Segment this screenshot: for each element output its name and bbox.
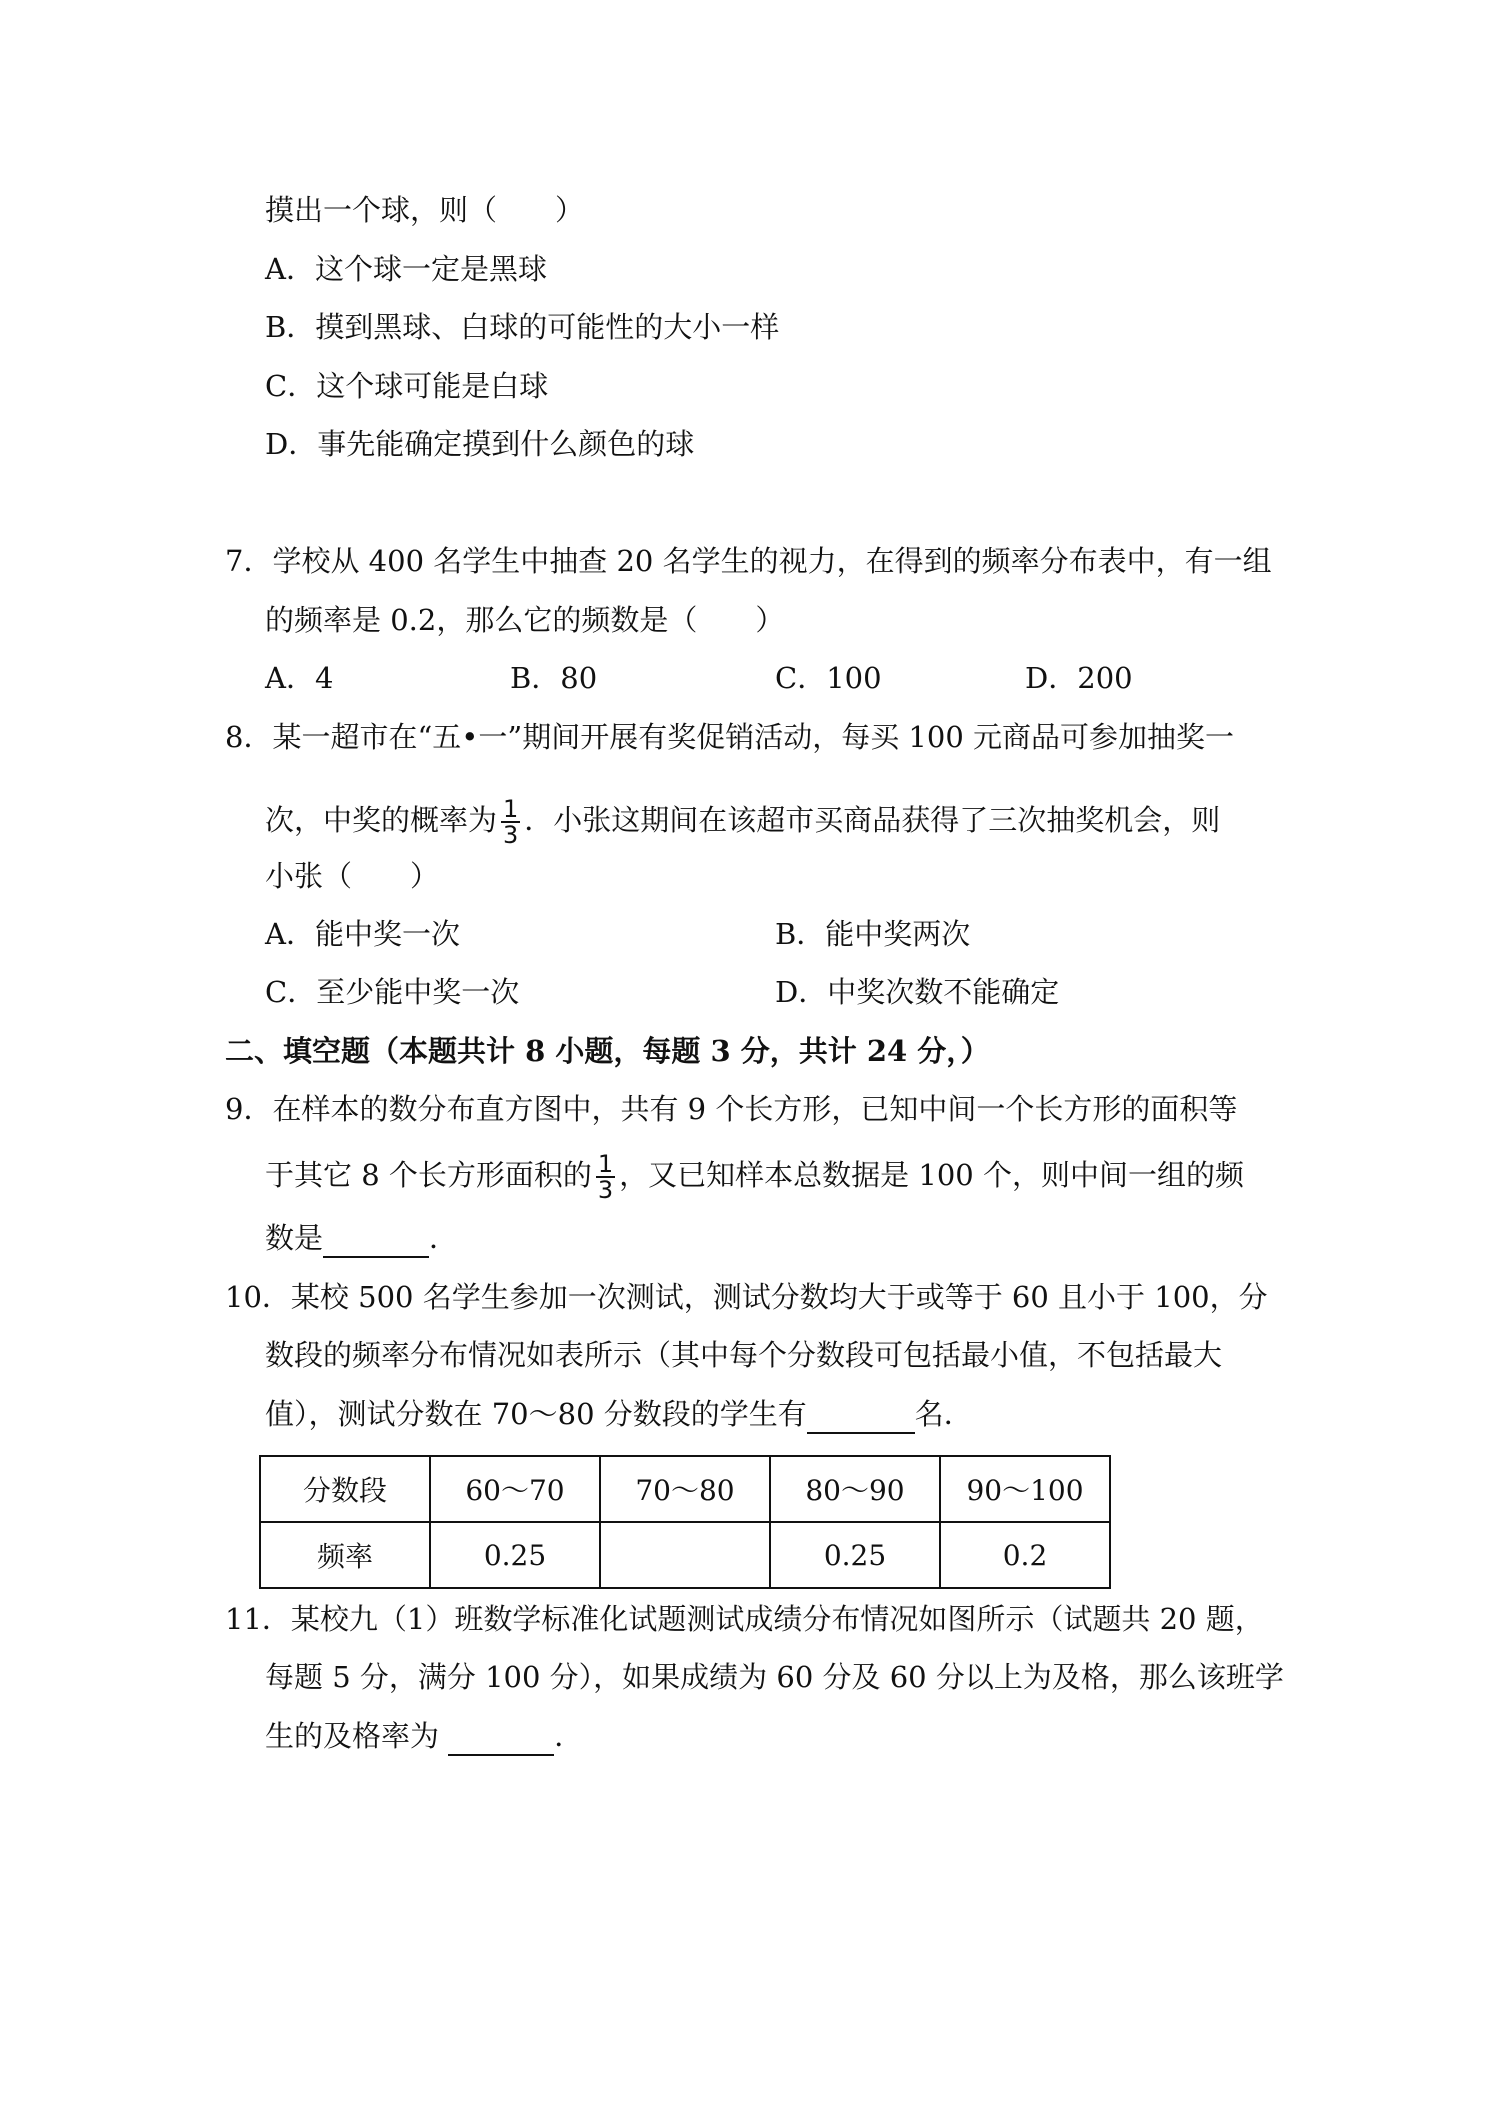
q8-line2-pre: 次，中奖的概率为	[265, 803, 498, 837]
q9-fraction	[596, 1152, 615, 1202]
q6-option-d: D．事先能确定摸到什么颜色的球	[265, 427, 695, 461]
q6-option-b: B．摸到黑球、白球的可能性的大小一样	[265, 310, 780, 344]
table-cell: 0.25	[770, 1522, 940, 1588]
q11-answer-blank[interactable]	[448, 1724, 554, 1756]
q10-line3-post: 名．	[914, 1397, 973, 1431]
q10-stem-line1: 10．某校 500 名学生参加一次测试，测试分数均大于或等于 60 且小于 100，分	[225, 1280, 1268, 1314]
q9-line3-pre: 数是	[265, 1221, 324, 1255]
table-cell: 80～90	[770, 1456, 940, 1522]
q7-option-d: D．200	[1025, 661, 1133, 695]
q9-stem-line1: 9．在样本的数分布直方图中，共有 9 个长方形，已知中间一个长方形的面积等	[225, 1092, 1238, 1126]
q11-stem-line2: 每题 5 分，满分 100 分），如果成绩为 60 分及 60 分以上为及格，那么该班学	[265, 1660, 1284, 1694]
q9-stem-line2	[265, 1145, 1244, 1205]
q9-stem-line3	[265, 1218, 458, 1258]
q8-option-d: D．中奖次数不能确定	[775, 975, 1060, 1009]
table-cell-blank	[600, 1522, 770, 1588]
q8-fraction-numerator: 1	[503, 795, 519, 823]
frequency-table	[259, 1455, 1111, 1589]
q9-line3-post: ．	[429, 1221, 459, 1255]
q6-option-a: A．这个球一定是黑球	[265, 252, 547, 286]
table-header-row	[260, 1456, 1110, 1522]
q11-stem-line3	[265, 1716, 583, 1756]
q6-stem-continuation: 摸出一个球，则（ ）	[265, 193, 585, 227]
table-cell: 60～70	[430, 1456, 600, 1522]
q9-fraction-numerator: 1	[597, 1150, 614, 1178]
q8-fraction-denominator: 3	[503, 821, 519, 849]
q10-line3-pre: 值），测试分数在 70～80 分数段的学生有	[265, 1397, 807, 1431]
q8-stem-line1: 8．某一超市在“五•一”期间开展有奖促销活动，每买 100 元商品可参加抽奖一	[225, 720, 1234, 754]
q11-line3-post: ．	[554, 1719, 584, 1753]
table-cell: 0.25	[430, 1522, 600, 1588]
q11-stem-line1: 11．某校九（1）班数学标准化试题测试成绩分布情况如图所示（试题共 20 题，	[225, 1602, 1264, 1636]
q8-option-b: B．能中奖两次	[775, 917, 971, 951]
q6-option-c: C．这个球可能是白球	[265, 369, 549, 403]
q9-answer-blank[interactable]	[323, 1226, 429, 1258]
q10-stem-line3	[265, 1394, 973, 1434]
q7-stem-line2: 的频率是 0.2，那么它的频数是（ ）	[265, 603, 785, 637]
q7-stem-line1: 7．学校从 400 名学生中抽查 20 名学生的视力，在得到的频率分布表中，有一组	[225, 544, 1272, 578]
q8-fraction	[501, 797, 520, 847]
q8-option-c: C．至少能中奖一次	[265, 975, 520, 1009]
q8-stem-line3: 小张（ ）	[265, 859, 440, 893]
table-cell: 频率	[260, 1522, 430, 1588]
q7-option-b: B．80	[510, 661, 598, 695]
q7-option-a: A．4	[265, 661, 334, 695]
section-2-heading: 二、填空题（本题共计 8 小题，每题 3 分，共计 24 分，）	[225, 1034, 990, 1068]
q8-option-a: A．能中奖一次	[265, 917, 460, 951]
table-row	[260, 1522, 1110, 1588]
table-cell: 0.2	[940, 1522, 1110, 1588]
q9-fraction-denominator: 3	[597, 1176, 614, 1204]
q8-line2-post: ．小张这期间在该超市买商品获得了三次抽奖机会，则	[524, 803, 1221, 837]
table-cell: 70～80	[600, 1456, 770, 1522]
q7-option-c: C．100	[775, 661, 882, 695]
q10-answer-blank[interactable]	[807, 1402, 915, 1434]
q9-line2-post: ，又已知样本总数据是 100 个，则中间一组的频	[619, 1158, 1244, 1192]
q8-stem-line2	[265, 790, 1220, 850]
q11-line3-pre: 生的及格率为	[265, 1719, 449, 1753]
q9-line2-pre: 于其它 8 个长方形面积的	[265, 1158, 592, 1192]
q10-stem-line2: 数段的频率分布情况如表所示（其中每个分数段可包括最小值，不包括最大	[265, 1338, 1223, 1372]
table-cell: 90～100	[940, 1456, 1110, 1522]
table-cell: 分数段	[260, 1456, 430, 1522]
